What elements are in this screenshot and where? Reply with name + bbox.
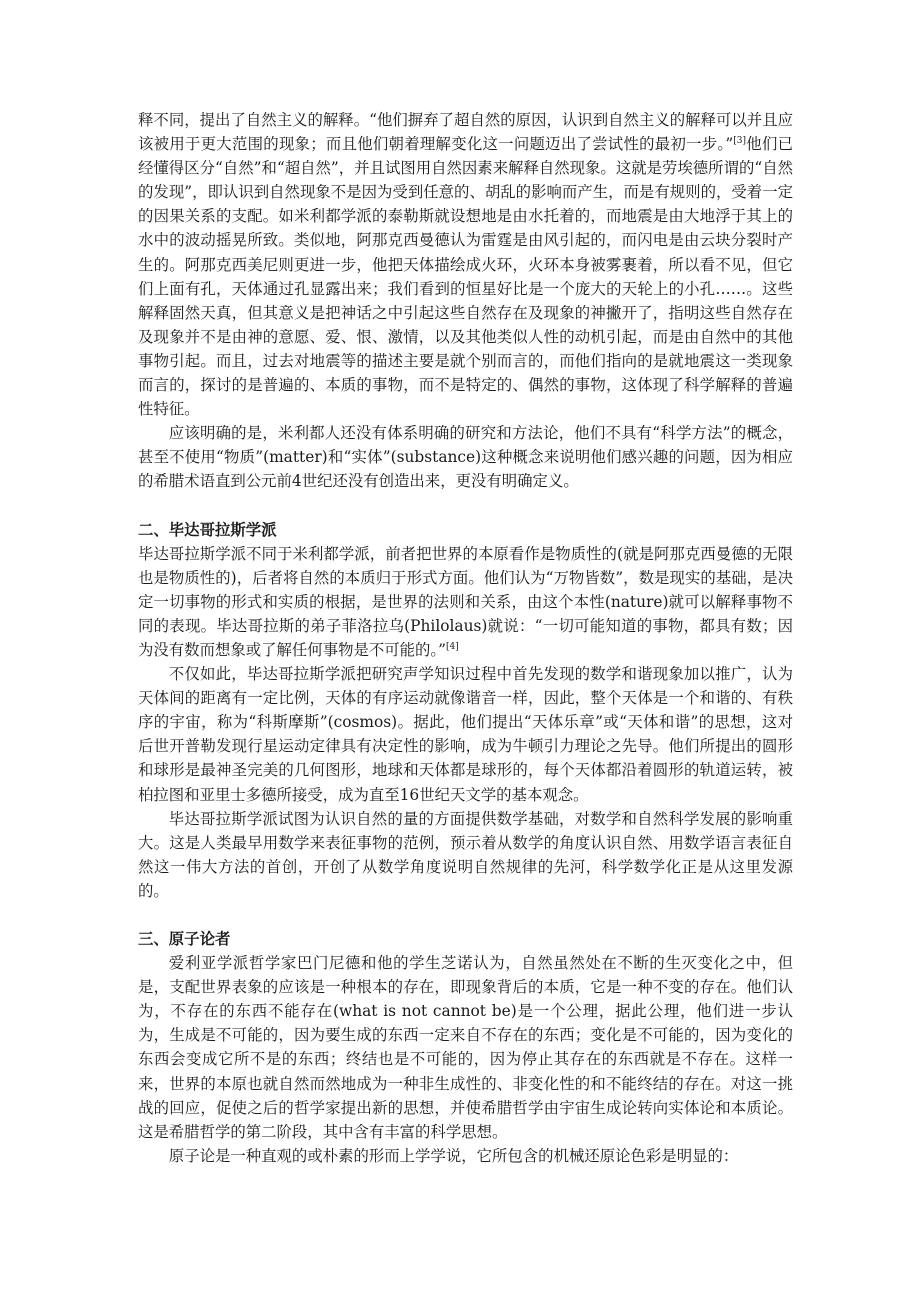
- section-pythagorean: [138, 518, 793, 904]
- citation-ref: [4]: [445, 641, 459, 652]
- document-page: [138, 108, 793, 1168]
- paragraph: [138, 108, 793, 421]
- paragraph-text: 毕达哥拉斯学派不同于米利都学派，前者把世界的本原看作是物质性的(就是阿那克西曼德的无限也是物质性的)，后者将自然的本质归于形式方面。他们认为“万物皆数”，数是现实的基础，是决定一切事物的形式和实质的根据，是世界的法则和关系，由这个本性(nature)就可以解释事物不同的表现。毕达哥拉斯的弟子菲洛拉乌(Philolaus)就说：“一切可能知道的事物，都具有数；因为没有数而想象或了解任何事物是不可能的。”: [138, 544, 793, 659]
- section-heading: 二、毕达哥拉斯学派: [138, 520, 277, 539]
- citation-ref: [3]: [733, 135, 747, 146]
- section-atomists: [138, 927, 793, 1168]
- section-milesian-continuation: [138, 108, 793, 494]
- paragraph: 爱利亚学派哲学家巴门尼德和他的学生芝诺认为，自然虽然处在不断的生灭变化之中，但是，支配世界表象的应该是一种根本的存在，即现象背后的本质，它是一种不变的存在。他们认为，不存在的东西不能存在(what is not cannot be)是一个公理，据此公理，他们进一步认为，生成是不可能的，因为要生成的东西一定来自不存在的东西；变化是不可能的，因为变化的东西会变成它所不是的东西；终结也是不可能的，因为停止其存在的东西就是不存在。这样一来，世界的本原也就自然而然地成为一种非生成性的、非变化性的和不能终结的存在。对这一挑战的回应，促使之后的哲学家提出新的思想，并使希腊哲学由宇宙生成论转向实体论和本质论。这是希腊哲学的第二阶段，其中含有丰富的科学思想。: [138, 954, 793, 1141]
- paragraph-text: 释不同，提出了自然主义的解释。“他们摒弃了超自然的原因，认识到自然主义的解释可以并且应该被用于更大范围的现象；而且他们朝着理解变化这一问题迈出了尝试性的最初一步。”: [138, 111, 793, 154]
- paragraph: 应该明确的是，米利都人还没有体系明确的研究和方法论，他们不具有“科学方法”的概念，甚至不使用“物质”(matter)和“实体”(substance)这种概念来说明他们感兴趣的问题，因为相应的希腊术语直到公元前4世纪还没有创造出来，更没有明确定义。: [138, 424, 793, 491]
- paragraph: 不仅如此，毕达哥拉斯学派把研究声学知识过程中首先发现的数学和谐现象加以推广，认为天体间的距离有一定比例，天体的有序运动就像谐音一样，因此，整个天体是一个和谐的、有秩序的宇宙，称为“科斯摩斯”(cosmos)。据此，他们提出“天体乐章”或“天体和谐”的思想，这对后世开普勒发现行星运动定律具有决定性的影响，成为牛顿引力理论之先导。他们所提出的圆形和球形是最神圣完美的几何图形，地球和天体都是球形的，每个天体都沿着圆形的轨道运转，被柏拉图和亚里士多德所接受，成为直至16世纪天文学的基本观念。: [138, 665, 793, 804]
- section-gap: [138, 903, 793, 927]
- section-gap: [138, 494, 793, 518]
- paragraph: 原子论是一种直观的或朴素的形而上学学说，它所包含的机械还原论色彩是明显的：: [168, 1146, 739, 1165]
- paragraph: 毕达哥拉斯学派试图为认识自然的量的方面提供数学基础，对数学和自然科学发展的影响重大。这是人类最早用数学来表征事物的范例，预示着从数学的角度认识自然、用数学语言表征自然这一伟大方法的首创，开创了从数学角度说明自然规律的先河，科学数学化正是从这里发源的。: [138, 809, 793, 900]
- paragraph-text: 他们已经懂得区分“自然”和“超自然”，并且试图用自然因素来解释自然现象。这就是劳埃德所谓的“自然的发现”，即认识到自然现象不是因为受到任意的、胡乱的影响而产生，而是有规则的，受着一定的因果关系的支配。如米利都学派的泰勒斯就设想地是由水托着的，而地震是由大地浮于其上的水中的波动摇晃所致。类似地，阿那克西曼德认为雷霆是由风引起的，而闪电是由云块分裂时产生的。阿那克西美尼则更进一步，他把天体描绘成火环，火环本身被雾裹着，所以看不见，但它们上面有孔，天体通过孔显露出来；我们看到的恒星好比是一个庞大的天轮上的小孔……。这些解释固然天真，但其意义是把神话之中引起这些自然存在及现象的神撇开了，指明这些自然存在及现象并不是由神的意愿、爱、恨、激情，以及其他类似人性的动机引起，而是由自然中的其他事物引起。而且，过去对地震等的描述主要是就个别而言的，而他们指向的是就地震这一类现象而言的，探讨的是普遍的、本质的事物，而不是特定的、偶然的事物，这体现了科学解释的普遍性特征。: [138, 135, 793, 419]
- paragraph: [138, 542, 793, 662]
- section-heading: 三、原子论者: [138, 930, 231, 948]
